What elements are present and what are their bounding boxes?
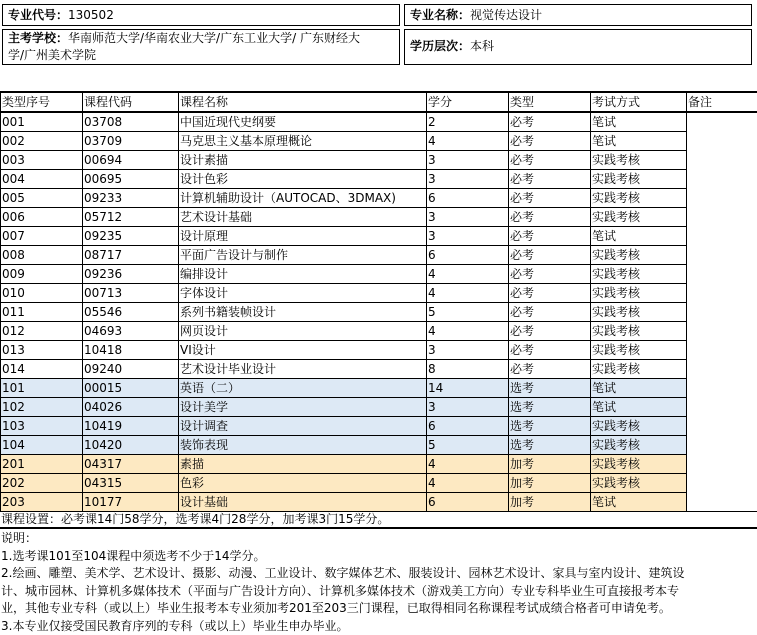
table-row <box>1 132 757 151</box>
course-credit: 6 <box>427 417 509 436</box>
course-no: 001 <box>1 112 83 132</box>
course-no: 011 <box>1 303 83 322</box>
course-exam: 实践考核 <box>591 474 687 493</box>
course-code: 05546 <box>83 303 179 322</box>
col-header-credit: 学分 <box>427 92 509 112</box>
course-exam: 实践考核 <box>591 151 687 170</box>
course-no: 203 <box>1 493 83 512</box>
course-credit: 3 <box>427 170 509 189</box>
course-name: 网页设计 <box>179 322 427 341</box>
school-label: 主考学校： <box>8 31 68 45</box>
school-value-line2: 学/广州美术学院 <box>8 48 96 62</box>
course-type: 选考 <box>509 398 591 417</box>
course-name: 编排设计 <box>179 265 427 284</box>
course-no: 003 <box>1 151 83 170</box>
course-code: 09233 <box>83 189 179 208</box>
course-type: 选考 <box>509 436 591 455</box>
course-credit: 4 <box>427 474 509 493</box>
course-name: 设计调查 <box>179 417 427 436</box>
course-credit: 2 <box>427 112 509 132</box>
course-credit: 8 <box>427 360 509 379</box>
course-code: 09235 <box>83 227 179 246</box>
course-code: 04693 <box>83 322 179 341</box>
course-type: 选考 <box>509 417 591 436</box>
table-row <box>1 455 757 474</box>
course-no: 202 <box>1 474 83 493</box>
course-type: 加考 <box>509 493 591 512</box>
course-name: 中国近现代史纲要 <box>179 112 427 132</box>
course-name: 计算机辅助设计（AUTOCAD、3DMAX) <box>179 189 427 208</box>
course-credit: 4 <box>427 132 509 151</box>
table-row <box>1 474 757 493</box>
course-type: 必考 <box>509 265 591 284</box>
course-code: 03709 <box>83 132 179 151</box>
course-type: 必考 <box>509 151 591 170</box>
course-type: 加考 <box>509 455 591 474</box>
table-row <box>1 360 757 379</box>
table-row <box>1 208 757 227</box>
course-name: 艺术设计毕业设计 <box>179 360 427 379</box>
course-type: 选考 <box>509 379 591 398</box>
course-name: 装饰表现 <box>179 436 427 455</box>
table-row <box>1 189 757 208</box>
course-exam: 实践考核 <box>591 170 687 189</box>
course-exam: 实践考核 <box>591 436 687 455</box>
table-row <box>1 265 757 284</box>
course-name: 系列书籍装帧设计 <box>179 303 427 322</box>
course-code: 05712 <box>83 208 179 227</box>
notes-line-3: 3.本专业仅接受国民教育序列的专科（或以上）毕业生申办毕业。 <box>1 618 757 635</box>
course-type: 必考 <box>509 360 591 379</box>
course-no: 013 <box>1 341 83 360</box>
course-exam: 实践考核 <box>591 455 687 474</box>
course-exam: 实践考核 <box>591 284 687 303</box>
course-name: 设计素描 <box>179 151 427 170</box>
course-type: 必考 <box>509 303 591 322</box>
course-no: 102 <box>1 398 83 417</box>
notes-line-2c: 业，其他专业专科（或以上）毕业生报考本专业须加考201至203三门课程，已取得相同名称课程考试成绩合格者可申请免考。 <box>1 600 757 618</box>
table-row <box>1 227 757 246</box>
course-code: 10420 <box>83 436 179 455</box>
course-exam: 笔试 <box>591 227 687 246</box>
course-exam: 实践考核 <box>591 208 687 227</box>
course-type: 必考 <box>509 132 591 151</box>
course-exam: 笔试 <box>591 398 687 417</box>
notes-line-2b: 计、城市园林、计算机多媒体技术（平面与广告设计方向）、计算机多媒体技术（游戏美工方向）专业专科毕业生可直接报考本专 <box>1 583 757 601</box>
notes-section <box>0 530 757 632</box>
course-code: 00695 <box>83 170 179 189</box>
course-type: 必考 <box>509 170 591 189</box>
course-type: 必考 <box>509 208 591 227</box>
table-row <box>1 341 757 360</box>
course-credit: 6 <box>427 246 509 265</box>
course-type: 必考 <box>509 112 591 132</box>
course-code: 00694 <box>83 151 179 170</box>
col-header-code: 课程代码 <box>83 92 179 112</box>
course-credit: 3 <box>427 341 509 360</box>
table-row <box>1 436 757 455</box>
course-no: 101 <box>1 379 83 398</box>
course-code: 10419 <box>83 417 179 436</box>
course-exam: 实践考核 <box>591 303 687 322</box>
course-no: 007 <box>1 227 83 246</box>
code-value: 130502 <box>68 8 114 22</box>
course-no: 005 <box>1 189 83 208</box>
course-name: 艺术设计基础 <box>179 208 427 227</box>
course-code: 03708 <box>83 112 179 132</box>
course-code: 09240 <box>83 360 179 379</box>
notes-line-1: 1.选考课101至104课程中须选考不少于14学分。 <box>1 548 757 566</box>
course-name: 平面广告设计与制作 <box>179 246 427 265</box>
code-label: 专业代号： <box>8 8 68 22</box>
course-exam: 实践考核 <box>591 189 687 208</box>
course-type: 必考 <box>509 284 591 303</box>
course-exam: 笔试 <box>591 112 687 132</box>
table-row <box>1 170 757 189</box>
course-credit: 5 <box>427 303 509 322</box>
course-type: 加考 <box>509 474 591 493</box>
course-table <box>0 91 757 512</box>
course-body <box>1 112 757 512</box>
course-credit: 3 <box>427 208 509 227</box>
course-credit: 3 <box>427 398 509 417</box>
col-header-type: 类型 <box>509 92 591 112</box>
course-exam: 笔试 <box>591 379 687 398</box>
course-credit: 6 <box>427 493 509 512</box>
course-name: 设计美学 <box>179 398 427 417</box>
table-row <box>1 284 757 303</box>
course-name: 设计基础 <box>179 493 427 512</box>
course-no: 006 <box>1 208 83 227</box>
course-credit: 14 <box>427 379 509 398</box>
course-no: 201 <box>1 455 83 474</box>
course-type: 必考 <box>509 341 591 360</box>
course-credit: 4 <box>427 284 509 303</box>
course-credit: 4 <box>427 455 509 474</box>
name-box <box>404 4 752 26</box>
level-label: 学历层次： <box>410 39 470 53</box>
code-box <box>2 4 400 26</box>
table-row <box>1 417 757 436</box>
course-no: 002 <box>1 132 83 151</box>
school-value-line1: 华南师范大学/华南农业大学/广东工业大学/ 广东财经大 <box>68 31 360 45</box>
table-row <box>1 398 757 417</box>
course-no: 009 <box>1 265 83 284</box>
table-row <box>1 303 757 322</box>
course-no: 012 <box>1 322 83 341</box>
level-value: 本科 <box>470 39 494 53</box>
table-row <box>1 112 757 132</box>
name-label: 专业名称： <box>410 8 470 22</box>
table-header-row <box>1 92 757 112</box>
course-no: 008 <box>1 246 83 265</box>
level-box <box>404 29 752 65</box>
course-code: 04026 <box>83 398 179 417</box>
course-exam: 笔试 <box>591 132 687 151</box>
course-no: 004 <box>1 170 83 189</box>
col-header-exam: 考试方式 <box>591 92 687 112</box>
course-code: 00015 <box>83 379 179 398</box>
course-code: 10177 <box>83 493 179 512</box>
course-name: 设计色彩 <box>179 170 427 189</box>
course-code: 08717 <box>83 246 179 265</box>
course-code: 00713 <box>83 284 179 303</box>
course-summary: 课程设置：必考课14门58学分，选考课4门28学分，加考课3门15学分。 <box>0 510 757 529</box>
table-row <box>1 379 757 398</box>
course-code: 04315 <box>83 474 179 493</box>
course-type: 必考 <box>509 189 591 208</box>
course-credit: 4 <box>427 265 509 284</box>
course-type: 必考 <box>509 246 591 265</box>
course-name: 设计原理 <box>179 227 427 246</box>
course-exam: 实践考核 <box>591 246 687 265</box>
course-exam: 实践考核 <box>591 322 687 341</box>
course-type: 必考 <box>509 227 591 246</box>
course-credit: 3 <box>427 151 509 170</box>
table-row <box>1 493 757 512</box>
course-no: 010 <box>1 284 83 303</box>
table-row <box>1 151 757 170</box>
course-credit: 3 <box>427 227 509 246</box>
notes-line-2a: 2.绘画、雕塑、美术学、艺术设计、摄影、动漫、工业设计、数字媒体艺术、服装设计、园林艺术设计、家具与室内设计、建筑设 <box>1 565 757 583</box>
remark-cell <box>687 112 757 512</box>
course-name: 素描 <box>179 455 427 474</box>
course-no: 104 <box>1 436 83 455</box>
course-no: 014 <box>1 360 83 379</box>
course-name: 色彩 <box>179 474 427 493</box>
col-header-name: 课程名称 <box>179 92 427 112</box>
notes-title: 说明： <box>1 530 757 548</box>
course-exam: 实践考核 <box>591 265 687 284</box>
course-credit: 4 <box>427 322 509 341</box>
course-name: 马克思主义基本原理概论 <box>179 132 427 151</box>
col-header-no: 类型序号 <box>1 92 83 112</box>
table-row <box>1 246 757 265</box>
course-name: VI设计 <box>179 341 427 360</box>
course-name: 英语（二） <box>179 379 427 398</box>
course-exam: 实践考核 <box>591 417 687 436</box>
course-exam: 实践考核 <box>591 360 687 379</box>
course-credit: 6 <box>427 189 509 208</box>
course-name: 字体设计 <box>179 284 427 303</box>
course-type: 必考 <box>509 322 591 341</box>
course-exam: 笔试 <box>591 493 687 512</box>
course-code: 04317 <box>83 455 179 474</box>
col-header-remark: 备注 <box>687 92 757 112</box>
name-value: 视觉传达设计 <box>470 8 542 22</box>
table-row <box>1 322 757 341</box>
course-no: 103 <box>1 417 83 436</box>
course-code: 10418 <box>83 341 179 360</box>
course-exam: 实践考核 <box>591 341 687 360</box>
school-box <box>2 29 400 65</box>
course-code: 09236 <box>83 265 179 284</box>
course-credit: 5 <box>427 436 509 455</box>
